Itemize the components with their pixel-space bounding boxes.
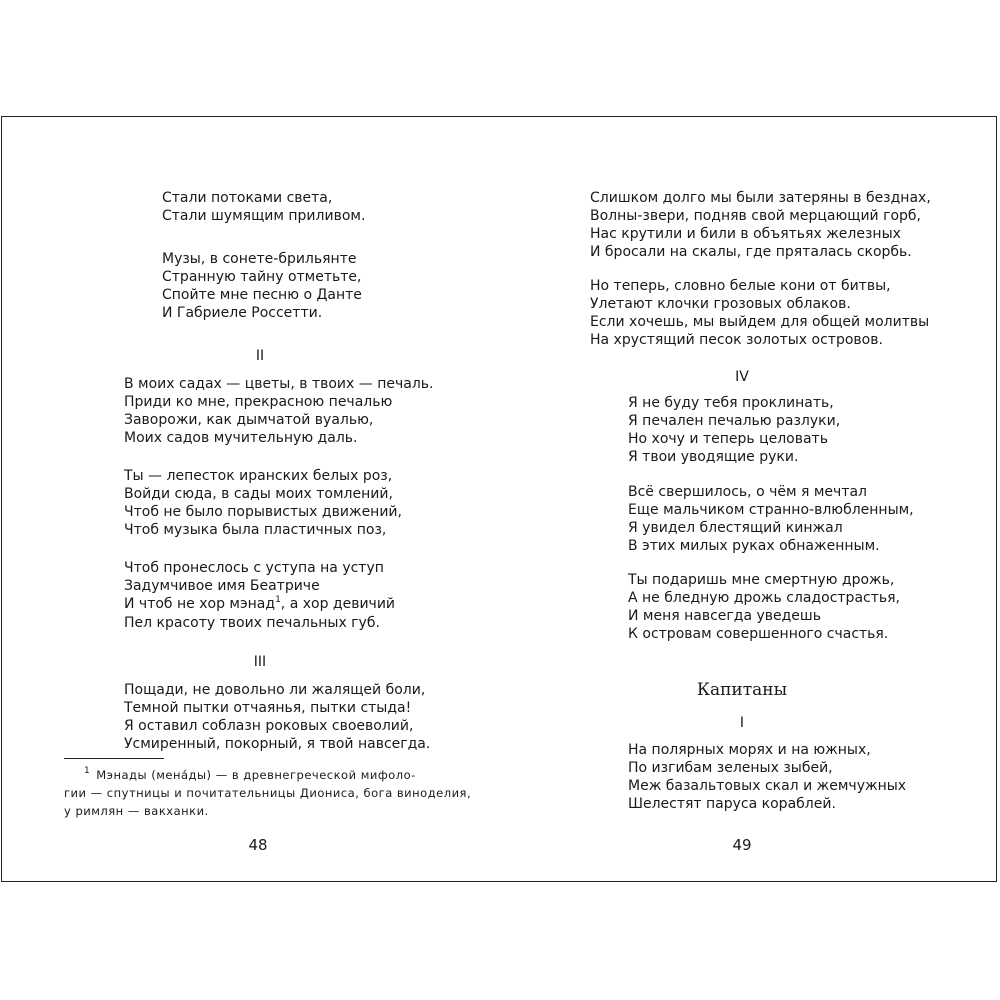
verse-line: Заворожи, как дымчатой вуалью, (124, 412, 374, 428)
verse-line: Чтоб пронеслось с уступа на уступ (124, 560, 384, 576)
footnote-line: у римлян — вакханки. (64, 804, 209, 818)
verse-line: Я твои уводящие руки. (628, 449, 799, 465)
page-number: 48 (248, 836, 268, 854)
verse-line: Я печален печалью разлуки, (628, 413, 841, 429)
verse-line: И бросали на скалы, где пряталась скорбь. (590, 244, 912, 260)
verse-line: Чтоб не было порывистых движений, (124, 504, 402, 520)
section-heading: II (255, 348, 265, 364)
verse-line: Моих садов мучительную даль. (124, 430, 358, 446)
verse-line: На хрустящий песок золотых островов. (590, 332, 883, 348)
verse-line: К островам совершенного счастья. (628, 626, 889, 642)
verse-line: И меня навсегда уведешь (628, 608, 821, 624)
verse-line: В моих садах — цветы, в твоих — печаль. (124, 376, 434, 392)
verse-line: На полярных морях и на южных, (628, 742, 871, 758)
verse-line: Темной пытки отчаянья, пытки стыда! (124, 700, 412, 716)
verse-line: Меж базальтовых скал и жемчужных (628, 778, 907, 794)
verse-text: И чтоб не хор мэнад (124, 596, 276, 612)
verse-line: Улетают клочки грозовых облаков. (590, 296, 851, 312)
verse-line: Войди сюда, в сады моих томлений, (124, 486, 393, 502)
verse-line: Спойте мне песню о Данте (162, 287, 362, 303)
verse-line: Музы, в сонете-брильянте (162, 251, 357, 267)
verse-line: Я увидел блестящий кинжал (628, 520, 843, 536)
verse-line: Я оставил соблазн роковых своеволий, (124, 718, 414, 734)
verse-line: Слишком долго мы были затеряны в безднах, (590, 190, 931, 206)
footnote-line: гии — спутницы и почитательницы Диониса, бога виноделия, (64, 786, 472, 800)
section-heading: IV (735, 369, 749, 385)
verse-line: Чтоб музыка была пластичных поз, (124, 522, 387, 538)
verse-line: Ты — лепесток иранских белых роз, (124, 468, 393, 484)
verse-line: Всё свершилось, о чём я мечтал (628, 484, 867, 500)
verse-line: В этих милых руках обнаженным. (628, 538, 880, 554)
verse-line: Усмиренный, покорный, я твой навсегда. (124, 736, 431, 752)
verse-line: Если хочешь, мы выйдем для общей молитвы (590, 314, 930, 330)
section-heading: I (739, 715, 745, 731)
footnote-mark: 1 (84, 766, 91, 776)
verse-line: Еще мальчиком странно-влюбленным, (628, 502, 914, 518)
verse-line: И Габриеле Россетти. (162, 305, 323, 321)
verse-line: Стали потоками света, (162, 190, 333, 206)
verse-text: , а хор девичий (280, 596, 396, 612)
verse-line-with-footnote (124, 595, 395, 613)
verse-line: Ты подаришь мне смертную дрожь, (628, 572, 895, 588)
verse-line: По изгибам зеленых зыбей, (628, 760, 833, 776)
footnote-ref[interactable]: 1 (275, 595, 281, 605)
verse-line: Нас крутили и били в объятьях железных (590, 226, 901, 242)
verse-line: Странную тайну отметьте, (162, 269, 362, 285)
verse-line: Пел красоту твоих печальных губ. (124, 615, 380, 631)
poem-title: Капитаны (696, 680, 788, 700)
verse-line: Шелестят паруса кораблей. (628, 796, 836, 812)
footnote-divider (64, 758, 164, 759)
verse-line: Стали шумящим приливом. (162, 208, 366, 224)
verse-line: Но хочу и теперь целовать (628, 431, 828, 447)
section-heading: III (253, 654, 267, 670)
verse-line: Задумчивое имя Беатриче (124, 578, 320, 594)
verse-line: Но теперь, словно белые кони от битвы, (590, 278, 891, 294)
verse-line: А не бледную дрожь сладострастья, (628, 590, 901, 606)
verse-line: Приди ко мне, прекрасною печалью (124, 394, 393, 410)
footnote-text: Мэнады (мена́ды) — в древнегреческой мифоло- (96, 768, 416, 782)
page-number: 49 (732, 836, 752, 854)
verse-line: Я не буду тебя проклинать, (628, 395, 834, 411)
verse-line: Пощади, не довольно ли жалящей боли, (124, 682, 426, 698)
verse-line: Волны-звери, подняв свой мерцающий горб, (590, 208, 921, 224)
footnote-line (84, 766, 416, 784)
